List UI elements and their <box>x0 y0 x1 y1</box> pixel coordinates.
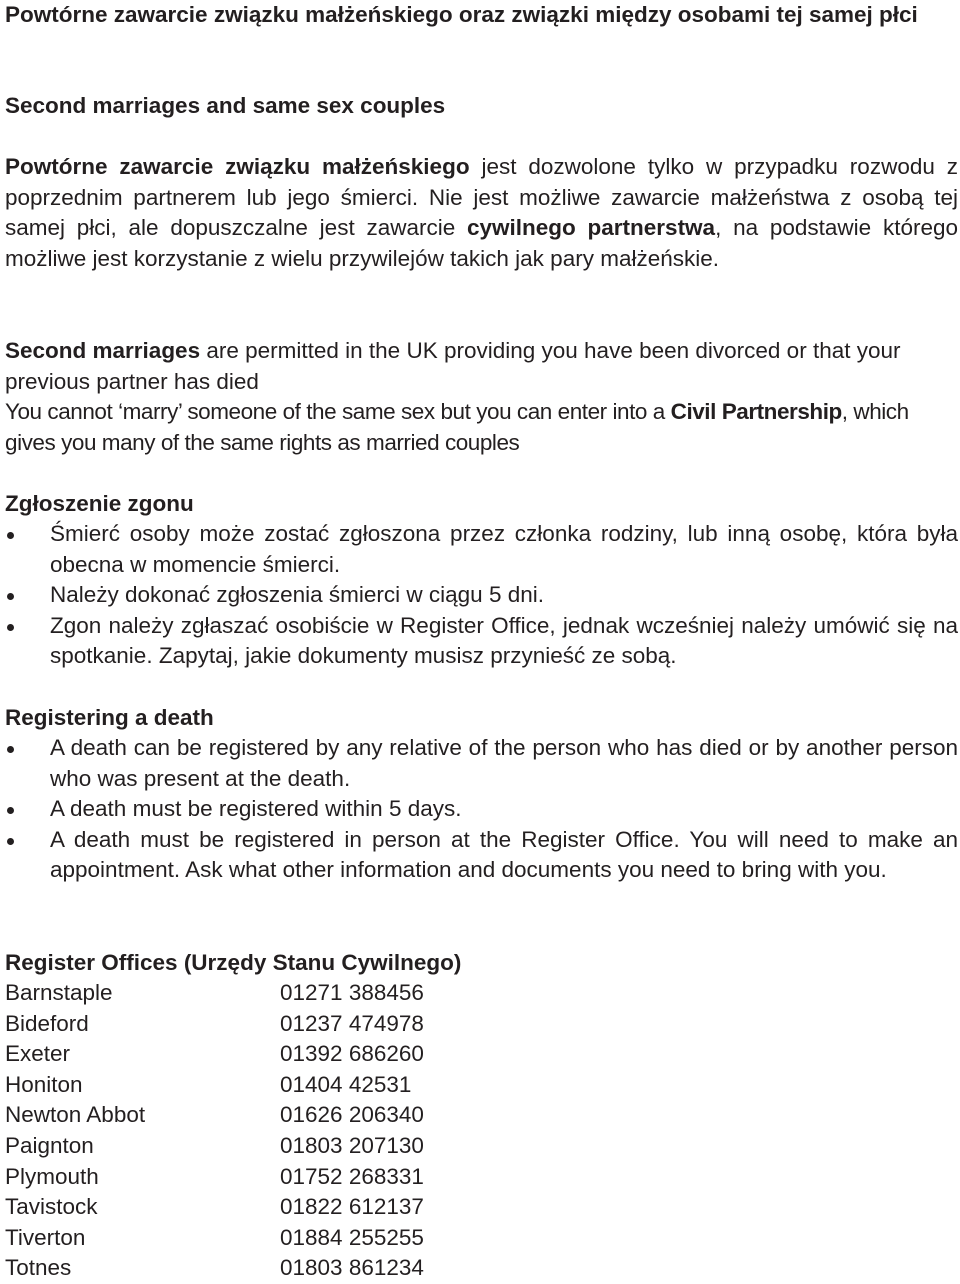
office-city: Tavistock <box>5 1194 98 1220</box>
register-offices-table <box>5 978 424 1284</box>
bullet-icon <box>7 807 14 814</box>
office-city: Barnstaple <box>5 980 113 1005</box>
bullet-icon <box>7 624 14 631</box>
paragraph-en-second-marriages <box>5 336 958 397</box>
office-phone: 01803 861234 <box>280 1255 424 1281</box>
bullet-icon <box>7 532 14 539</box>
paragraph-en-civil-partnership <box>5 397 958 458</box>
table-row <box>5 1131 424 1162</box>
list-en-death <box>5 733 958 886</box>
heading-en-marriage: Second marriages and same sex couples <box>5 93 446 118</box>
list-item-text: A death must be registered within 5 days. <box>50 796 462 822</box>
list-pl-death <box>5 519 958 672</box>
text-run: , na podstawie którego możliwe jest korzystanie z wielu przywilejów takich jak pary małżeńskie. <box>5 215 958 271</box>
office-phone: 01237 474978 <box>280 1010 424 1036</box>
bold-phrase: Second marriages <box>5 338 201 363</box>
table-row <box>5 1039 424 1070</box>
table-row <box>5 1100 424 1131</box>
heading-en-death: Registering a death <box>5 705 214 730</box>
office-phone: 01803 207130 <box>280 1132 424 1158</box>
office-city: Bideford <box>5 1010 89 1036</box>
office-city: Totnes <box>5 1255 72 1281</box>
office-city: Plymouth <box>5 1163 99 1189</box>
office-city: Newton Abbot <box>5 1102 146 1128</box>
table-row <box>5 1192 424 1223</box>
table-row <box>5 1162 424 1193</box>
office-phone: 01404 42531 <box>280 1071 412 1097</box>
bullet-icon <box>7 838 14 845</box>
list-item <box>5 580 958 611</box>
list-item-text: A death can be registered by any relative of the person who has died or by another person who was present at the death. <box>50 735 958 791</box>
office-city: Exeter <box>5 1041 71 1067</box>
office-city: Paignton <box>5 1132 94 1158</box>
office-phone: 01822 612137 <box>280 1194 424 1220</box>
list-item <box>5 519 958 580</box>
heading-register-offices: Register Offices (Urzędy Stanu Cywilnego) <box>5 950 462 975</box>
list-item <box>5 794 958 825</box>
list-item <box>5 825 958 886</box>
table-row <box>5 978 424 1009</box>
heading-pl-marriage: Powtórne zawarcie związku małżeńskiego oraz związki między osobami tej samej płci <box>5 2 918 27</box>
table-row <box>5 1253 424 1284</box>
bold-phrase: Civil Partnership <box>670 399 842 424</box>
table-row <box>5 1070 424 1101</box>
bold-phrase: cywilnego partnerstwa <box>467 215 716 241</box>
office-phone: 01626 206340 <box>280 1102 424 1128</box>
list-item <box>5 733 958 794</box>
text-run: are permitted in the UK providing you have been divorced or that your previous partner has died <box>5 338 901 394</box>
office-phone: 01752 268331 <box>280 1163 424 1189</box>
paragraph-pl-marriage <box>5 152 958 274</box>
bold-phrase: Powtórne zawarcie związku małżeńskiego <box>5 154 470 179</box>
office-phone: 01884 255255 <box>280 1224 424 1250</box>
office-city: Tiverton <box>5 1224 86 1250</box>
office-city: Honiton <box>5 1071 83 1097</box>
list-item <box>5 611 958 672</box>
list-item-text: Należy dokonać zgłoszenia śmierci w ciągu 5 dni. <box>50 582 544 608</box>
table-row <box>5 1009 424 1040</box>
bullet-icon <box>7 593 14 600</box>
text-run: You cannot ‘marry’ someone of the same sex but you can enter into a <box>5 399 671 424</box>
bullet-icon <box>7 746 14 753</box>
table-row <box>5 1223 424 1254</box>
office-phone: 01392 686260 <box>280 1041 424 1067</box>
list-item-text: Śmierć osoby może zostać zgłoszona przez członka rodziny, lub inną osobę, która była obecna w momencie śmierci. <box>50 521 958 577</box>
text-run: , which gives you many of the same rights as married couples <box>5 399 909 455</box>
text-run: jest dozwolone tylko w przypadku rozwodu z poprzednim partnerem lub jego śmierci. Nie jest możliwe zawarcie małżeństwa z osobą tej samej płci, ale dopuszczalne jest zawarcie <box>5 154 958 241</box>
heading-pl-death: Zgłoszenie zgonu <box>5 491 194 516</box>
list-item-text: A death must be registered in person at the Register Office. You will need to make an appointment. Ask what other information and documents you need to bring with you. <box>50 826 958 883</box>
list-item-text: Zgon należy zgłaszać osobiście w Register Office, jednak wcześniej należy umówić się na spotkanie. Zapytaj, jakie dokumenty musisz przynieść ze sobą. <box>50 612 958 669</box>
office-phone: 01271 388456 <box>280 980 424 1005</box>
